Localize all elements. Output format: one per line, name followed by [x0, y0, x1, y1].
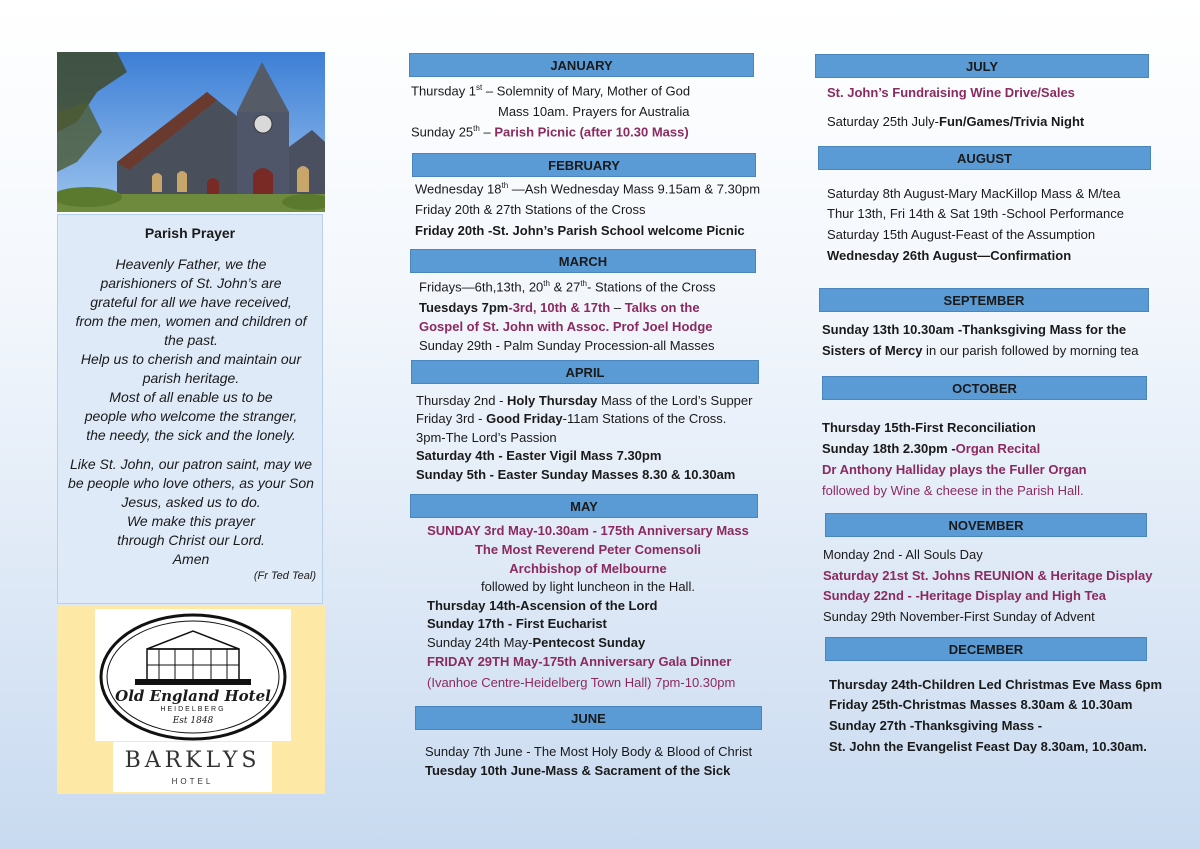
june-line-2: Tuesday 10th June-Mass & Sacrament of the Sick	[425, 763, 731, 778]
august-line-2: Thur 13th, Fri 14th & Sat 19th -School Performance	[827, 206, 1124, 221]
january-line-2: Mass 10am. Prayers for Australia	[498, 104, 690, 119]
october-line-2: Sunday 18th 2.30pm -Organ Recital	[822, 441, 1041, 456]
may-line-2: The Most Reverend Peter Comensoli	[474, 542, 702, 557]
may-line-5: Thursday 14th-Ascension of the Lord	[427, 598, 658, 613]
april-line-1: Thursday 2nd - Holy Thursday Mass of the Lord’s Supper	[416, 393, 753, 408]
march-line-1: Fridays—6th,13th, 20th & 27th- Stations of the Cross	[419, 279, 716, 295]
prayer-line: Heavenly Father, we the	[115, 256, 267, 272]
hotel-location: HEIDELBERG	[160, 706, 226, 713]
september-header: SEPTEMBER	[819, 288, 1149, 312]
barklys-sub: HOTEL	[171, 777, 214, 786]
prayer-line: grateful for all we have received,	[90, 294, 292, 310]
november-line-4: Sunday 29th November-First Sunday of Advent	[823, 609, 1095, 624]
february-line-3: Friday 20th -St. John’s Parish School welcome Picnic	[415, 223, 745, 238]
december-line-2: Friday 25th-Christmas Masses 8.30am & 10.30am	[829, 697, 1133, 712]
prayer-title: Parish Prayer	[144, 225, 236, 241]
august-header: AUGUST	[818, 146, 1151, 170]
barklys-hotel-logo	[113, 742, 272, 792]
september-line-2: Sisters of Mercy in our parish followed by morning tea	[822, 343, 1139, 358]
may-line-8: FRIDAY 29TH May-175th Anniversary Gala Dinner	[427, 654, 732, 669]
august-line-4: Wednesday 26th August—Confirmation	[827, 248, 1072, 263]
may-header: MAY	[410, 494, 758, 518]
prayer-line: Jesus, asked us to do.	[121, 494, 261, 510]
prayer-line: parishioners of St. John’s are	[100, 275, 282, 291]
may-line-4: followed by light luncheon in the Hall.	[481, 579, 695, 594]
october-line-3: Dr Anthony Halliday plays the Fuller Organ	[822, 462, 1087, 477]
prayer-line: parish heritage.	[142, 370, 240, 386]
december-line-3: Sunday 27th -Thanksgiving Mass -	[829, 718, 1043, 733]
may-line-7: Sunday 24th May-Pentecost Sunday	[427, 635, 646, 650]
march-header: MARCH	[410, 249, 756, 273]
march-line-4: Sunday 29th - Palm Sunday Procession-all Masses	[419, 338, 715, 353]
july-line-2: Saturday 25th July-Fun/Games/Trivia Night	[827, 114, 1085, 129]
october-header: OCTOBER	[822, 376, 1147, 400]
sponsor-ads-panel	[57, 605, 325, 794]
january-line-3: Sunday 25th – Parish Picnic (after 10.30 Mass)	[411, 124, 689, 140]
july-header: JULY	[815, 54, 1149, 78]
march-line-3: Gospel of St. John with Assoc. Prof Joel Hodge	[419, 319, 713, 334]
august-line-1: Saturday 8th August-Mary MacKillop Mass & M/tea	[827, 186, 1121, 201]
april-line-5: Sunday 5th - Easter Sunday Masses 8.30 & 10.30am	[416, 467, 736, 482]
april-header: APRIL	[411, 360, 759, 384]
prayer-line: the past.	[164, 332, 218, 348]
prayer-line: Help us to cherish and maintain our	[80, 351, 302, 367]
prayer-line: from the men, women and children of	[75, 313, 307, 329]
december-line-4: St. John the Evangelist Feast Day 8.30am, 10.30am.	[829, 739, 1147, 754]
prayer-line: Like St. John, our patron saint, may we	[69, 456, 312, 472]
february-line-2: Friday 20th & 27th Stations of the Cross	[415, 202, 646, 217]
september-line-1: Sunday 13th 10.30am -Thanksgiving Mass for the	[822, 322, 1127, 337]
april-line-2: Friday 3rd - Good Friday-11am Stations of the Cross.	[416, 411, 727, 426]
february-header: FEBRUARY	[412, 153, 756, 177]
december-line-1: Thursday 24th-Children Led Christmas Eve Mass 6pm	[829, 677, 1163, 692]
december-header: DECEMBER	[825, 637, 1147, 661]
june-line-1: Sunday 7th June - The Most Holy Body & Blood of Christ	[425, 744, 753, 759]
hotel-est: Est 1848	[172, 716, 214, 726]
may-line-1: SUNDAY 3rd May-10.30am - 175th Anniversary Mass	[427, 523, 749, 538]
august-line-3: Saturday 15th August-Feast of the Assumption	[827, 227, 1096, 242]
june-header: JUNE	[415, 706, 762, 730]
march-line-2: Tuesdays 7pm-3rd, 10th & 17th – Talks on the	[419, 300, 700, 315]
july-line-1: St. John’s Fundraising Wine Drive/Sales	[827, 85, 1075, 100]
hotel-name: Old England Hotel	[115, 687, 271, 705]
prayer-line: be people who love others, as your Son	[68, 475, 314, 491]
church-photo	[57, 52, 325, 212]
prayer-text	[62, 255, 320, 569]
prayer-line: people who welcome the stranger,	[84, 408, 298, 424]
prayer-line: through Christ our Lord.	[117, 532, 265, 548]
prayer-author: (Fr Ted Teal)	[253, 570, 316, 582]
may-line-3: Archbishop of Melbourne	[509, 561, 667, 576]
january-line-1: Thursday 1st – Solemnity of Mary, Mother of God	[411, 83, 691, 99]
november-header: NOVEMBER	[825, 513, 1147, 537]
prayer-line: the needy, the sick and the lonely.	[86, 427, 296, 443]
april-line-3: 3pm-The Lord’s Passion	[416, 430, 557, 445]
barklys-name: BARKLYS	[124, 748, 261, 773]
prayer-line: Most of all enable us to be	[109, 389, 273, 405]
october-line-1: Thursday 15th-First Reconciliation	[822, 420, 1036, 435]
november-line-2: Saturday 21st St. Johns REUNION & Heritage Display	[823, 568, 1153, 583]
january-header: JANUARY	[409, 53, 754, 77]
may-line-9: (Ivanhoe Centre-Heidelberg Town Hall) 7pm-10.30pm	[427, 675, 736, 690]
prayer-line: We make this prayer	[126, 513, 256, 529]
prayer-line: Amen	[172, 551, 210, 567]
november-line-3: Sunday 22nd - -Heritage Display and High Tea	[823, 588, 1106, 603]
february-line-1: Wednesday 18th —Ash Wednesday Mass 9.15am & 7.30pm	[415, 181, 761, 197]
october-line-4: followed by Wine & cheese in the Parish Hall.	[822, 483, 1084, 498]
old-england-hotel-logo	[95, 609, 291, 741]
may-line-6: Sunday 17th - First Eucharist	[427, 616, 607, 631]
april-line-4: Saturday 4th - Easter Vigil Mass 7.30pm	[416, 448, 662, 463]
november-line-1: Monday 2nd - All Souls Day	[823, 547, 983, 562]
parish-prayer-panel	[57, 214, 323, 604]
